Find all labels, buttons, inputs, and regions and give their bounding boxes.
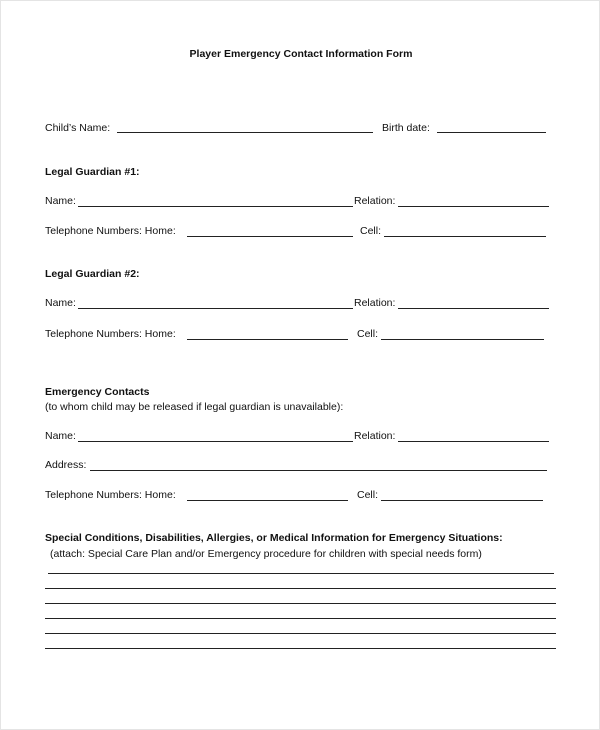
childs-name-label: Child’s Name: [45,122,111,134]
guardian1-heading: Legal Guardian #1: [45,166,140,178]
emergency-address-label: Address: [45,459,87,471]
birth-date-field[interactable] [437,132,546,133]
emergency-phone-label: Telephone Numbers: Home: [45,489,176,501]
form-title: Player Emergency Contact Information Form [189,48,413,60]
emergency-address-field[interactable] [90,470,547,471]
emergency-relation-label: Relation: [354,430,396,442]
guardian1-name-field[interactable] [78,206,353,207]
guardian1-cell-label: Cell: [360,225,382,237]
guardian2-relation-field[interactable] [398,308,549,309]
special-conditions-note: (attach: Special Care Plan and/or Emergency procedure for children with special needs form) [50,548,482,560]
special-conditions-heading: Special Conditions, Disabilities, Allergies, or Medical Information for Emergency Situations: [45,532,503,544]
guardian2-name-field[interactable] [78,308,353,309]
guardian2-cell-label: Cell: [357,328,379,340]
guardian2-cell-field[interactable] [381,339,544,340]
special-conditions-line[interactable] [45,603,556,604]
special-conditions-line[interactable] [48,573,554,574]
guardian2-name-label: Name: [45,297,76,309]
guardian1-relation-field[interactable] [398,206,549,207]
special-conditions-line[interactable] [45,618,556,619]
special-conditions-line[interactable] [45,588,556,589]
emergency-cell-label: Cell: [357,489,379,501]
guardian1-home-phone-field[interactable] [187,236,353,237]
childs-name-field[interactable] [117,132,373,133]
guardian1-phone-label: Telephone Numbers: Home: [45,225,176,237]
special-conditions-line[interactable] [45,633,556,634]
guardian2-relation-label: Relation: [354,297,396,309]
guardian1-name-label: Name: [45,195,76,207]
emergency-cell-field[interactable] [381,500,543,501]
guardian2-home-phone-field[interactable] [187,339,348,340]
guardian1-cell-field[interactable] [384,236,546,237]
guardian2-phone-label: Telephone Numbers: Home: [45,328,176,340]
emergency-heading: Emergency Contacts [45,386,150,398]
guardian1-relation-label: Relation: [354,195,396,207]
emergency-name-label: Name: [45,430,76,442]
guardian2-heading: Legal Guardian #2: [45,268,140,280]
emergency-relation-field[interactable] [398,441,549,442]
birth-date-label: Birth date: [382,122,430,134]
emergency-subheading: (to whom child may be released if legal guardian is unavailable): [45,401,344,413]
emergency-name-field[interactable] [78,441,353,442]
emergency-home-phone-field[interactable] [187,500,348,501]
special-conditions-line[interactable] [45,648,556,649]
